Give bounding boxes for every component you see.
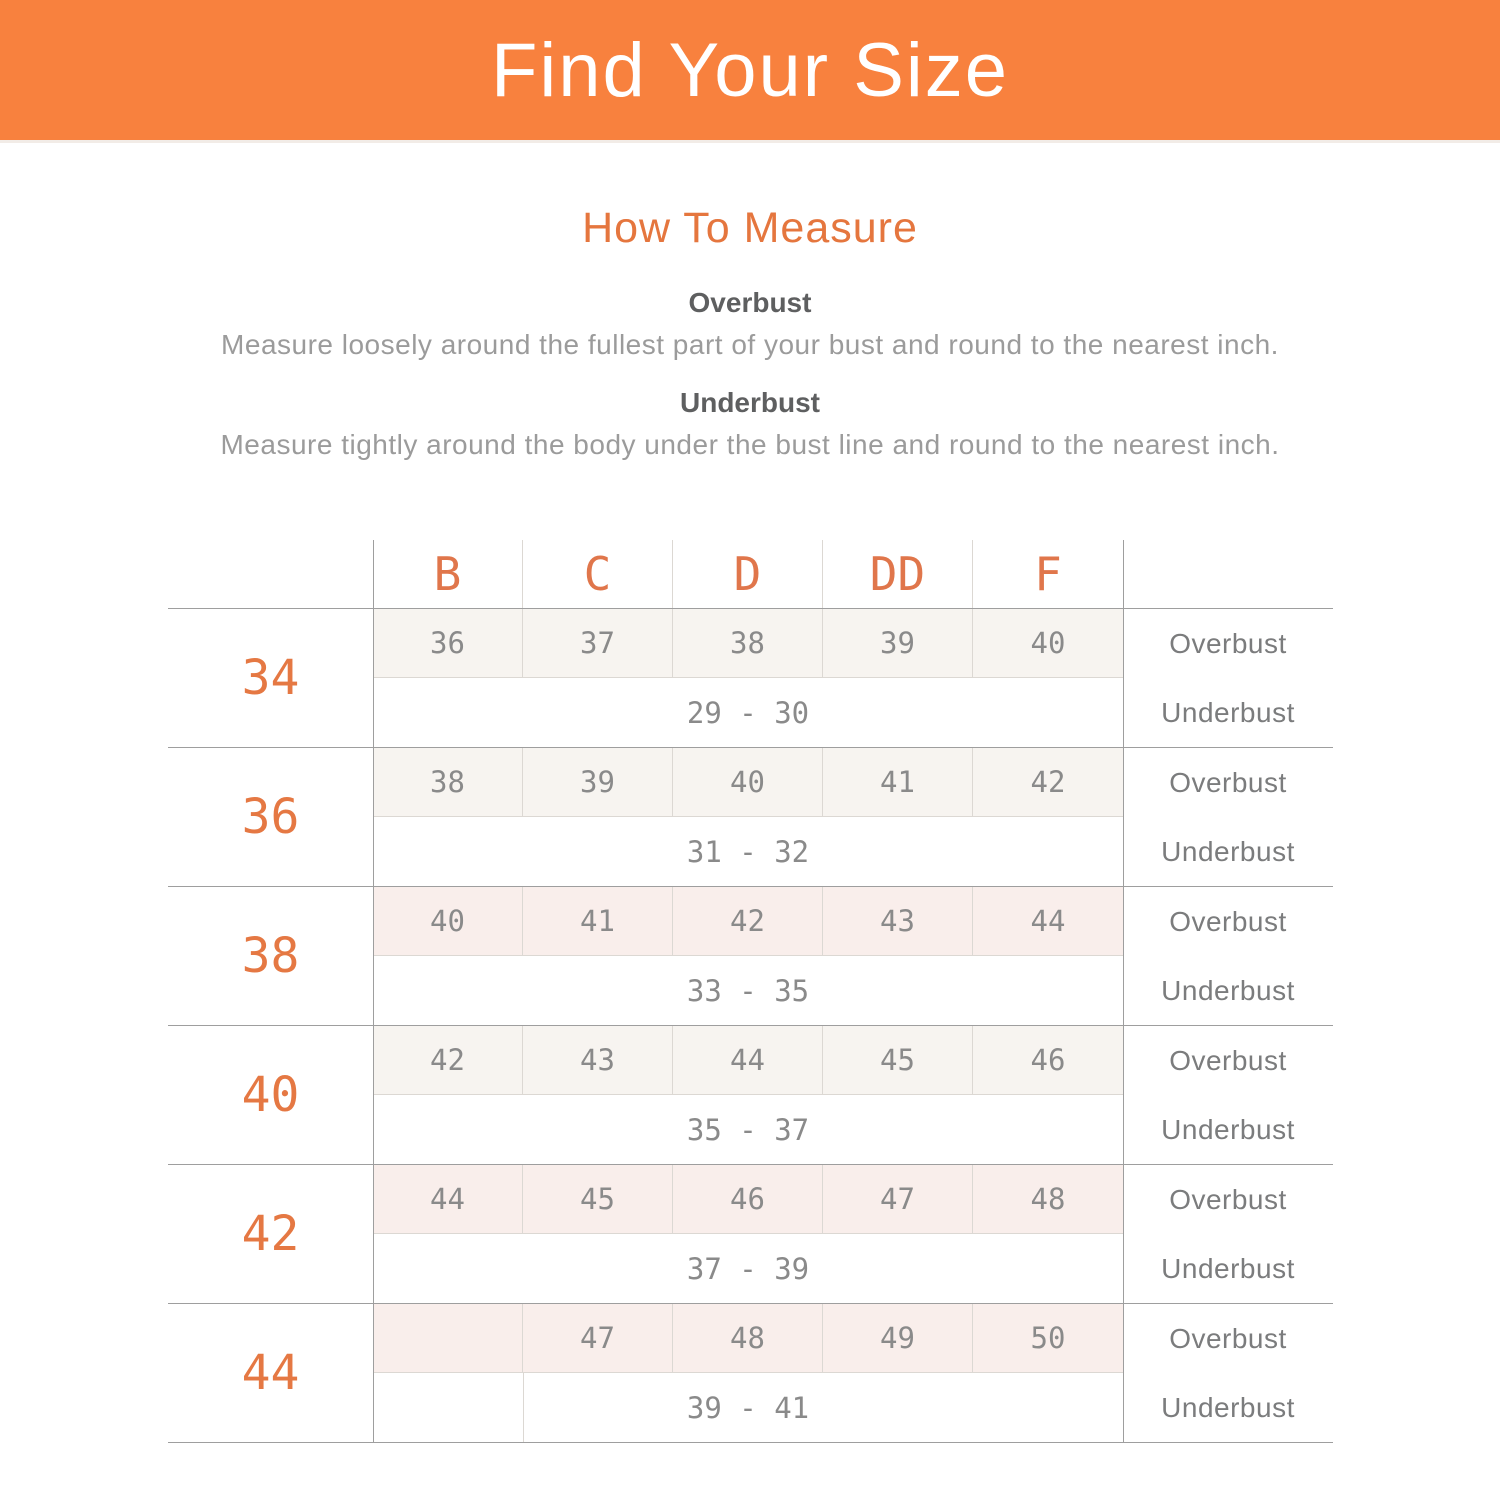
how-to-measure-section — [0, 204, 1500, 487]
size-row-band-38 — [168, 886, 1333, 1025]
underbust-row-label: Underbust — [1161, 974, 1295, 1006]
overbust-value: 44 — [373, 1165, 523, 1234]
cup-header-d: D — [673, 540, 823, 608]
underbust-range: 29 - 30 — [373, 678, 1123, 747]
overbust-value: 47 — [523, 1304, 673, 1373]
size-row-band-44 — [168, 1303, 1333, 1442]
overbust-value: 40 — [673, 748, 823, 817]
cup-header-f: F — [1034, 547, 1062, 601]
cup-header-row — [168, 540, 1333, 608]
band-size: 38 — [241, 928, 300, 984]
size-row-band-42 — [168, 1164, 1333, 1303]
corner-cell — [168, 540, 373, 608]
header-banner — [0, 0, 1500, 143]
underbust-range: 37 - 39 — [373, 1234, 1123, 1303]
overbust-value: 42 — [373, 1026, 523, 1095]
overbust-value: 39 — [523, 748, 673, 817]
band-size: 42 — [241, 1206, 300, 1262]
size-row-band-36 — [168, 747, 1333, 886]
overbust-value: 38 — [373, 748, 523, 817]
underbust-instruction-text: Measure tightly around the body under the bust line and round to the nearest inch. — [220, 429, 1280, 460]
overbust-value: 45 — [523, 1165, 673, 1234]
corner-cell — [1123, 540, 1333, 608]
overbust-value: 46 — [673, 1165, 823, 1234]
how-to-measure-title: How To Measure — [582, 204, 918, 252]
underbust-row-label: Underbust — [1161, 835, 1295, 867]
overbust-instruction-text: Measure loosely around the fullest part of your bust and round to the nearest inch. — [221, 329, 1279, 360]
cup-header-c: C — [523, 540, 673, 608]
overbust-row-label: Overbust — [1169, 1044, 1287, 1076]
overbust-value: 43 — [823, 887, 973, 956]
overbust-value: 38 — [673, 609, 823, 678]
band-size: 40 — [241, 1067, 300, 1123]
overbust-row-label: Overbust — [1169, 905, 1287, 937]
size-chart-table — [168, 540, 1333, 1443]
overbust-value: 37 — [523, 609, 673, 678]
overbust-instruction-label: Overbust — [688, 287, 812, 318]
table-divider-line-left — [373, 540, 374, 1442]
overbust-value: 44 — [673, 1026, 823, 1095]
overbust-value: 39 — [823, 609, 973, 678]
overbust-value: 48 — [673, 1304, 823, 1373]
underbust-row-label: Underbust — [1161, 1391, 1295, 1423]
overbust-value: 46 — [973, 1026, 1123, 1095]
overbust-value: 48 — [973, 1165, 1123, 1234]
underbust-row-label: Underbust — [1161, 1113, 1295, 1145]
overbust-value: 40 — [973, 609, 1123, 678]
overbust-value: 45 — [823, 1026, 973, 1095]
band-size: 34 — [241, 650, 300, 706]
overbust-value: 44 — [973, 887, 1123, 956]
overbust-row-label: Overbust — [1169, 627, 1287, 659]
underbust-range: 31 - 32 — [373, 817, 1123, 886]
underbust-range: 33 - 35 — [373, 956, 1123, 1025]
underbust-range: 35 - 37 — [373, 1095, 1123, 1164]
overbust-value: 40 — [373, 887, 523, 956]
overbust-value: 41 — [823, 748, 973, 817]
underbust-row-label: Underbust — [1161, 696, 1295, 728]
overbust-value: 47 — [823, 1165, 973, 1234]
size-row-band-40 — [168, 1025, 1333, 1164]
overbust-value: 42 — [673, 887, 823, 956]
cup-header-b: B — [373, 540, 523, 608]
overbust-value: 50 — [973, 1304, 1123, 1373]
overbust-value: 49 — [823, 1304, 973, 1373]
underbust-range: 39 - 41 — [373, 1373, 1123, 1442]
table-divider-line-right — [1123, 540, 1124, 1442]
overbust-value: 36 — [373, 609, 523, 678]
overbust-row-label: Overbust — [1169, 766, 1287, 798]
page-title: Find Your Size — [490, 27, 1010, 113]
overbust-value: 41 — [523, 887, 673, 956]
size-row-band-34 — [168, 608, 1333, 747]
overbust-row-label: Overbust — [1169, 1322, 1287, 1354]
band-size: 36 — [241, 789, 300, 845]
overbust-row-label: Overbust — [1169, 1183, 1287, 1215]
cup-header-dd: DD — [823, 540, 973, 608]
band-size: 44 — [241, 1345, 300, 1401]
underbust-row-label: Underbust — [1161, 1252, 1295, 1284]
underbust-instruction-label: Underbust — [680, 387, 820, 418]
overbust-value-empty — [373, 1304, 523, 1373]
overbust-value: 42 — [973, 748, 1123, 817]
underbust-cell-divider — [523, 1373, 524, 1442]
overbust-value: 43 — [523, 1026, 673, 1095]
